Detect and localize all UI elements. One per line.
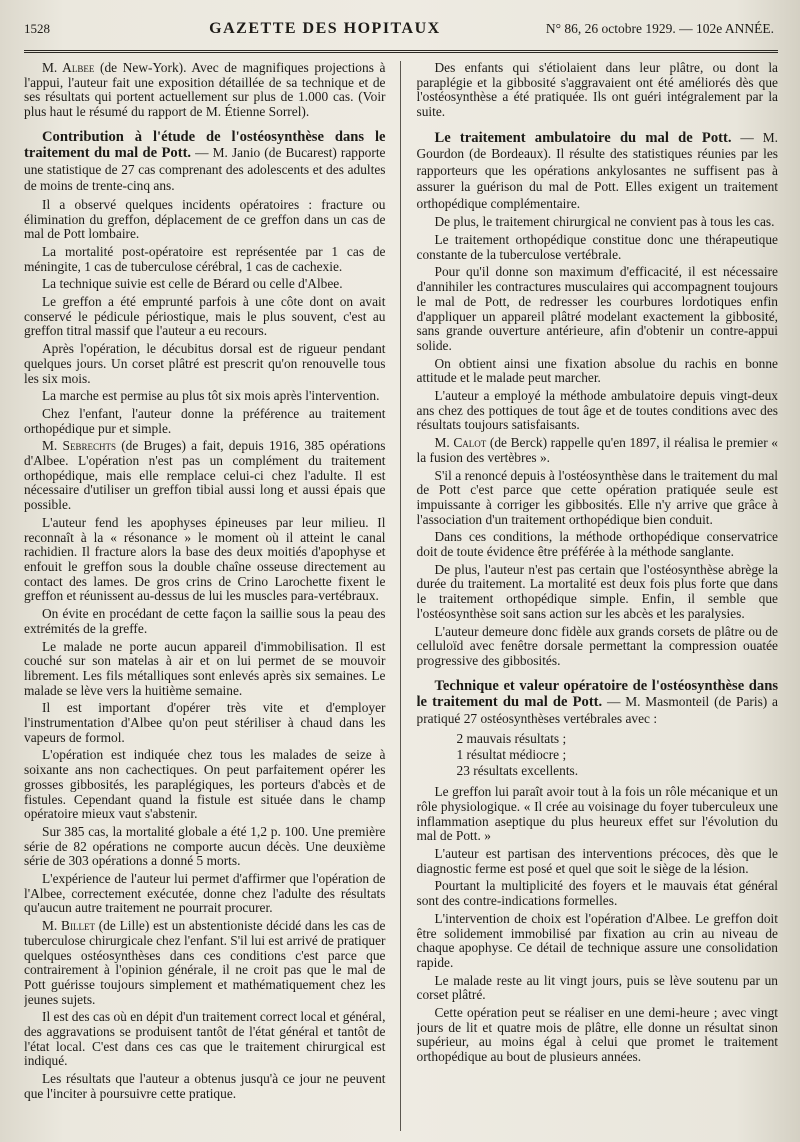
- paragraph: S'il a renoncé depuis à l'ostéosynthèse dans le traitement du mal de Pott c'est parce que cette opération pratiquée seule est impuissante à corriger les gibbosités. Elle n'y arrive que grâce à l'association d'un traitement orthopédique bien conduit.: [416, 467, 778, 527]
- issue-info: N° 86, 26 octobre 1929. — 102e ANNÉE.: [545, 21, 774, 36]
- section-lead: — M. Gourdon (de Bordeaux). Il résulte des statistiques réunies par les rapporteurs que les opérations ankylosantes ne suffisent pas à assurer la guérison du mal de Pott. Elles exigent un traitement orthopédique complémentaire.: [416, 129, 778, 211]
- section-lead: — M. Janio (de Bucarest) rapporte une statistique de 27 cas comprenant des adolescents et des adultes de moins de trente-cinq ans.: [24, 145, 386, 194]
- results-list: [457, 731, 779, 779]
- paragraph: La marche est permise au plus tôt six mois après l'intervention.: [42, 388, 380, 404]
- section-heading: [417, 679, 779, 728]
- section-title: Le traitement ambulatoire du mal de Pott.: [434, 129, 732, 146]
- list-item: 23 résultats excellents.: [456, 763, 579, 779]
- left-column: [24, 61, 401, 1131]
- paragraph: Il a observé quelques incidents opératoires : fracture ou élimination du greffon, déplacement de ce greffon dans un cas de mal de Pott lombaire.: [24, 196, 386, 242]
- paragraph: L'auteur est partisan des interventions précoces, dès que le diagnostic ferme est posé et quel que soit le siège de la lésion.: [416, 846, 778, 876]
- paragraph: L'intervention de choix est l'opération d'Albee. Le greffon doit être solidement immobilisé par fixation au crin au niveau de chaque apophyse. Ce détail de technique assure une consolidation rapide.: [416, 910, 778, 970]
- paragraph: L'auteur a employé la méthode ambulatoire depuis vingt-deux ans chez des pottiques de tout âge et de toutes conditions avec des résultats toujours satisfaisants.: [416, 388, 778, 433]
- paragraph: De plus, l'auteur n'est pas certain que l'ostéosynthèse abrège la durée du traitement. La mortalité est deux fois plus forte que dans le traitement orthopédique simple. Enfin, il semble que l'ostéosynthèse soit sans action sur les abcès et les paralysies.: [416, 561, 778, 621]
- paragraph: L'auteur demeure donc fidèle aux grands corsets de plâtre ou de celluloïd avec fenêtre dorsale permettant la compression ouatée progressive des gibbosités.: [416, 623, 778, 668]
- paragraph: Pour qu'il donne son maximum d'efficacité, il est nécessaire d'annihiler les contractures musculaires qui accompagnent toujours le mal de Pott, de redresser les courbures lordotiques enfin d'appliquer un appareil plâtré modelant exactement la gibbosité, sans grande ouverture antérieure, afin d'obtenir un contre-appui solide.: [416, 264, 778, 353]
- paragraph: L'opération est indiquée chez tous les malades de seize à soixante ans non cachectiques. On peut parfaitement opérer les grosses gibbosités, les paraplégiques, les porteurs d'abcès et de fistules. Cependant quand la fistule est située dans le champ opératoire mieux vaut s'abstenir.: [24, 747, 386, 822]
- speaker-name: M. Billet: [42, 918, 95, 934]
- section-heading: [24, 130, 386, 195]
- section-title: Technique et valeur opératoire de l'ostéosynthèse dans le traitement du mal de Pott.: [416, 677, 778, 711]
- paragraph-text: (de New-York). Avec de magnifiques projections à l'appui, l'auteur fait une exposition détaillée de sa technique et de ses résultats qui portent actuellement sur plus de 1.000 cas. (Voir plus haut le résumé du rapport de M. Étienne Sorrel).: [24, 61, 386, 120]
- paragraph: La mortalité post-opératoire est représentée par 1 cas de méningite, 1 cas de tuberculose cérébral, 1 cas de cachexie.: [24, 243, 386, 274]
- section-heading: [417, 130, 779, 213]
- right-column: [417, 61, 779, 1131]
- paragraph: On obtient ainsi une fixation absolue du rachis en bonne attitude et le malade peut marcher.: [416, 355, 778, 386]
- paragraph: Le greffon a été emprunté parfois à une côte dont on avait conservé le pédicule périostique, mais le plus souvent, c'est au greffon titral massif que l'auteur a eu recours.: [24, 294, 386, 339]
- paragraph: Le malade ne porte aucun appareil d'immobilisation. Il est couché sur son matelas à air et on lui permet de se mouvoir librement. Les fils métalliques sont enlevés après six semaines. Le malade se lève vers la huitième semaine.: [24, 638, 386, 698]
- paragraph: Le greffon lui paraît avoir tout à la fois un rôle mécanique et un rôle physiologique. « Il crée au voisinage du foyer tuberculeux une inflammation aseptique du plus heureux effet sur l'évolution du mal de Pott. »: [416, 784, 778, 844]
- paragraph: Des enfants qui s'étiolaient dans leur plâtre, ou dont la paraplégie et la gibbosité s'aggravaient ont été améliorés dès que l'ostéosynthèse a été pratiquée. Ils ont guéri intégralement par la suite.: [416, 61, 778, 120]
- paragraph: Pourtant la multiplicité des foyers et le mauvais état général sont des contre-indications formelles.: [416, 878, 778, 909]
- section-lead: — M. Masmonteil (de Paris) a pratiqué 27 ostéosynthèses vertébrales avec :: [416, 694, 778, 726]
- paragraph-text: (de Lille) est un abstentioniste décidé dans les cas de tuberculose chirurgicale chez l'enfant. S'il lui est arrivé de pratiquer quelques ostéosynthèses dans ces conditions c'est parce que contrairement à l'opinion générale, il ne croit pas que le mal de Pott guérisse toujours simplement et mathématiquement chez les jeunes sujets.: [24, 918, 386, 1007]
- paragraph: Après l'opération, le décubitus dorsal est de rigueur pendant quelques jours. Un corset plâtré est prescrit qu'on renouvelle tous les six mois.: [24, 341, 386, 386]
- paragraph: Les résultats que l'auteur a obtenus jusqu'à ce jour ne peuvent que l'inciter à poursuivre cette pratique.: [24, 1071, 386, 1101]
- paragraph: Il est des cas où en dépit d'un traitement correct local et général, des aggravations se produisent tantôt de l'état général et tantôt de l'état local. C'est dans ces cas que le traitement chirurgical est indiqué.: [24, 1009, 386, 1069]
- section-title: Contribution à l'étude de l'ostéosynthèse dans le traitement du mal de Pott.: [24, 128, 386, 162]
- speaker-name: M. Calot: [434, 435, 487, 451]
- list-item: 1 résultat médiocre ;: [456, 747, 567, 763]
- paragraph: [417, 436, 779, 465]
- paragraph-text: (de Berck) rappelle qu'en 1897, il réalisa le premier « la fusion des vertèbres ».: [416, 435, 778, 465]
- speaker-name: M. Sebrechts: [42, 438, 116, 454]
- paragraph: [24, 919, 386, 1007]
- paragraph-text: (de Bruges) a fait, depuis 1916, 385 opérations d'Albee. L'opération n'est pas un complément du traitement orthopédique, mais elle remplace celui-ci chez l'adulte. Il est nécessaire d'utiliser un greffon tibial aussi long et aussi épais que possible.: [24, 438, 386, 513]
- article-columns: [24, 61, 778, 1131]
- paragraph: Dans ces conditions, la méthode orthopédique conservatrice doit de toute évidence être préférée à la méthode sanglante.: [416, 529, 778, 560]
- list-item: 2 mauvais résultats ;: [456, 731, 567, 747]
- paragraph: Chez l'enfant, l'auteur donne la préférence au traitement orthopédique pur et simple.: [24, 405, 386, 436]
- paragraph: [24, 439, 386, 513]
- paragraph: De plus, le traitement chirurgical ne convient pas à tous les cas.: [434, 214, 775, 230]
- paragraph: L'expérience de l'auteur lui permet d'affirmer que l'opération de l'Albee, correctement exécutée, donne chez l'adulte des résultats qu'aucun autre traitement ne pourrait procurer.: [24, 871, 386, 916]
- paragraph: Cette opération peut se réaliser en une demi-heure ; avec vingt jours de lit et quatre mois de plâtre, elle donne un résultat sinon supérieur, au moins égal à celui que promet le traitement orthopédique au bout de plusieurs années.: [416, 1005, 778, 1065]
- paragraph: [24, 61, 386, 120]
- paragraph: Le traitement orthopédique constitue donc une thérapeutique constante de la tuberculose vertébrale.: [416, 232, 778, 262]
- paragraph: Sur 385 cas, la mortalité globale a été 1,2 p. 100. Une première série de 82 opérations ne comporte aucun décès. Une deuxième série de 303 opérations a donné 5 morts.: [24, 823, 386, 869]
- paragraph: Il est important d'opérer très vite et d'employer l'instrumentation d'Albee qu'on peut stériliser à chaud dans les vapeurs de formol.: [24, 700, 386, 745]
- page-header: [24, 20, 778, 53]
- paragraph: On évite en procédant de cette façon la saillie sous la peau des extrémités de la greffe.: [24, 606, 386, 636]
- paragraph: Le malade reste au lit vingt jours, puis se lève soutenu par un corset plâtré.: [416, 972, 778, 1003]
- paragraph: L'auteur fend les apophyses épineuses par leur milieu. Il reconnaît à la « résonance » le moment où il atteint le canal rachidien. Il fracture alors la base des deux moitiés d'apophyse et enfouit le greffon sous la double chaîne osseuse directement au contact des lames. De gros crins de Crino Larochette fixent le greffon et réunissent au-dessus de lui les muscles para-vertébraux.: [24, 514, 386, 604]
- journal-title: GAZETTE DES HOPITAUX: [209, 20, 441, 37]
- paragraph: La technique suivie est celle de Bérard ou celle d'Albee.: [42, 276, 343, 292]
- speaker-name: M. Albee: [42, 61, 95, 75]
- page-number: 1528: [24, 21, 50, 36]
